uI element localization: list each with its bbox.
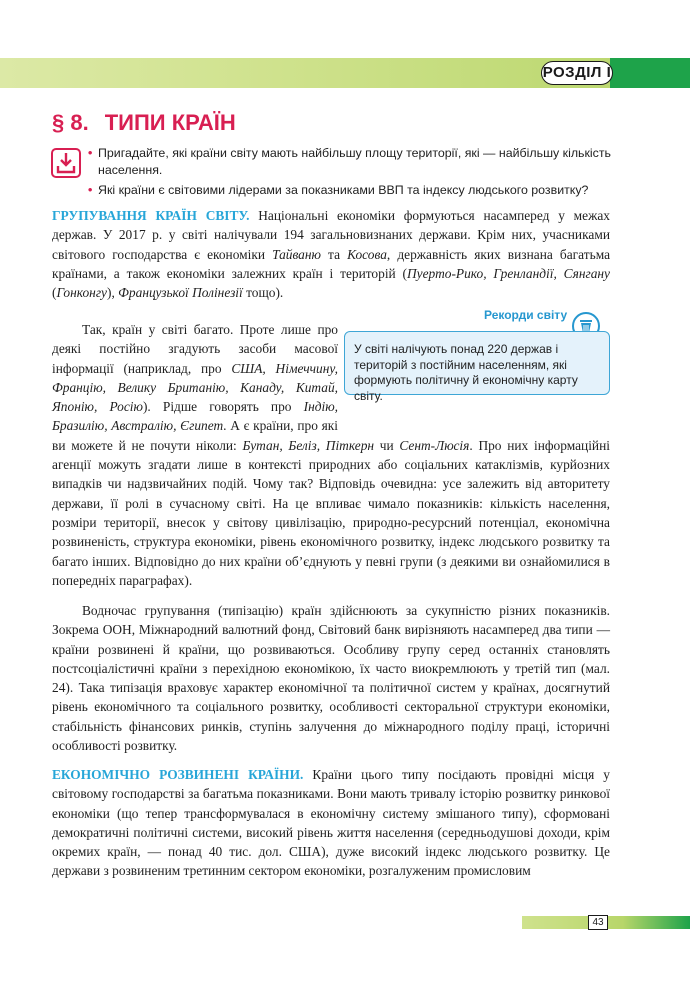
paragraph-number: § 8. [52, 110, 89, 135]
review-questions [88, 145, 628, 202]
question-item: • Які країни є світовими лідерами за показниками ВВП та індексу людського розвитку? [88, 182, 628, 199]
header-band-accent [610, 58, 690, 88]
paragraph-typology: Водночас групування (типізацію) країн здійснюють за сукупністю різних показників. Зокрема ООН, Міжнародний валютний фонд, Світовий банк вирізняють насамперед два типи — країни розвинені й країни, що розвиваються. Особливу групу серед останніх становлять постсоціалістичні країни з перехідною економікою, їх часто виокремлюють у третій тип (мал. 24). Така типізація враховує характер економічної та політичної систем у країнах, досягнутий рівень економічного та соціального розвитку, особливості секторальної структури економіки, стабільність фінансових ринків, ступінь залучення до міжнародного поділу праці, історичні особливості розвитку. [52, 603, 610, 754]
paragraph-countries: Так, країн у світі багато. Проте лише про деякі постійно згадують засоби масової інформації (наприклад, про США, Німеччину, Францію, Велику Британію, Канаду, Китай, Японію, Росію). Рідше говорять про Індію, Бразилію, Австралію, Єгипет. А є країни, про які ви можете й не почути ніколи: Бутан, Беліз, Піткерн чи Сент-Люсія. Про них інформаційні агенції можуть згадати лише в контексті природних або соціальних катаклізмів, курйозних випадків чи надзвичайних подій. Чому так? Відповідь очевидна: усе залежить від авторитету держави, її ролі в сучасному світі. На це впливає чимало показників: кількість населення, розміри території, внесок у світову цивілізацію, природно-ресурсний потенціал, економічна розвиненість, структура економіки, рівень економічного розвитку, індекс людського розвитку та багато інших. Відповідно до них країни об’єднують у певні групи (з деякими ви ознайомилися в попередніх параграфах). [52, 322, 610, 588]
heading-grouping: ГРУПУВАННЯ КРАЇН СВІТУ. [52, 208, 250, 223]
records-text: У світі налічують понад 220 держав і територій з постійним населенням, які формують політичну й економічну карту світу. [354, 342, 578, 403]
title-text: ТИПИ КРАЇН [104, 110, 236, 135]
paragraph-grouping: ГРУПУВАННЯ КРАЇН СВІТУ. Національні економіки формуються насамперед у межах держав. У 2017 р. у світі налічували 194 загальновизнаних держави. Крім них, учасниками світового господарства є економіки Тайваню та Косова, державність яких визнана багатьма країнами, а також економіки залежних країн і територій (Пуерто-Рико, Гренландії, Сянгану (Гонконгу), Французької Полінезії тощо). [52, 208, 611, 301]
section-label: РОЗДІЛ І [541, 61, 613, 85]
paragraph-developed: ЕКОНОМІЧНО РОЗВИНЕНІ КРАЇНИ. Країни цього типу посідають провідні місця у світовому господарстві за багатьма показниками. Вони мають тривалу історію розвитку ринкової економіки (що тепер трансформувалася в економічну систему змішаного типу), сформовані демократичні політичні системи, високий рівень життя населення (середньодушові доходи, крім окремих країн, — понад 40 тис. дол. США), дуже високий індекс людського розвитку. Це держави з розвиненим третинним сектором економіки, розгалуженим промисловим [52, 767, 610, 879]
records-box [344, 331, 610, 403]
question-item: • Пригадайте, які країни світу мають найбільшу площу території, які — найбільшу кількість населення. [88, 145, 628, 179]
page-title [52, 110, 552, 136]
download-icon [51, 148, 81, 178]
page-number: 43 [588, 915, 608, 930]
records-label: Рекорди світу [484, 308, 568, 322]
heading-developed: ЕКОНОМІЧНО РОЗВИНЕНІ КРАЇНИ. [52, 767, 304, 782]
